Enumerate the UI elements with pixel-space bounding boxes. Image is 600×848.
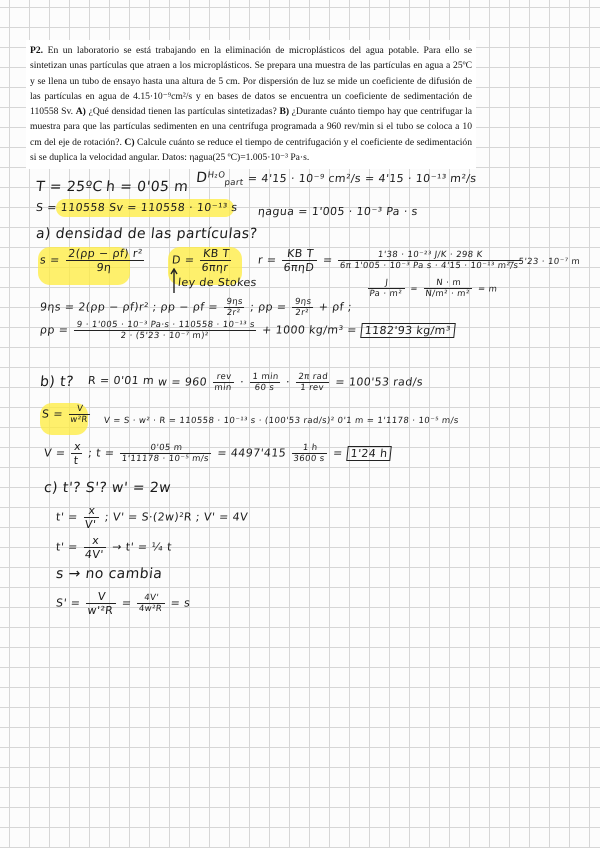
question-a: ¿Qué densidad tienen las partículas sintetizadas? xyxy=(88,106,277,118)
time-result: 1'24 h xyxy=(346,446,392,461)
note-given-temperature: T = 25ºC xyxy=(35,179,104,195)
note-sedimentation-velocity-formula: S = $\frac{V}{\text{w²R}}$ xyxy=(41,404,93,425)
up-arrow-icon xyxy=(170,268,178,294)
note-part-a-heading: a) densidad de las partículas? xyxy=(35,226,259,242)
note-radius-given: R = 0'01 m xyxy=(87,374,155,387)
question-a-label: A) xyxy=(75,106,86,118)
note-time-calc: V = $\frac{x}{t}$ ; t = $\frac{0'05 m}{\text{1'11178 · 10⁻⁵ m/s}}$ = 4497'415 $\frac{1 h}{3600 s}$ = 1'24 h xyxy=(43,440,393,467)
question-c-label: C) xyxy=(124,136,135,148)
note-part-c-heading: c) t'? S'? w' = 2w xyxy=(43,480,172,496)
note-radius-calc: r = $\frac{\text{KB T}}{\text{6πηD}}$ = $\frac{\text{1'38 · 10⁻²³ J/K · 298 K}}{\text{6π 1'005 · 10⁻³ Pa s · 4'15 · 10⁻¹³ m²/s}}$ xyxy=(257,247,525,274)
density-result: 1182'93 kg/m³ xyxy=(360,323,455,338)
note-sedimentation-formula: s = $\frac{\text{2(ρp − ρf) r²}}{9\eta}$ xyxy=(39,247,144,274)
problem-label: P2. xyxy=(30,45,44,56)
note-given-sedimentation: S = 110558 Sv = 110558 · 10⁻¹³ s xyxy=(35,201,239,214)
note-part-b-heading: b) t? xyxy=(39,374,75,390)
problem-text: En un laboratorio se está trabajando en la eliminación de microplásticos del agua potable. Para ello se sintetizan unas partículas que atraen a los microplásticos. Se prepara una muestra de las partículas en agua a 25ºC y se llena un tubo de ensayo hasta una altura de 5 cm. Por dispersión de luz se mide un coeficiente de difusión de las partículas en agua de 4.15·10⁻⁹cm²/s y en bases de datos se encuentra un coeficiente de sedimentación de 110558 Sv. xyxy=(30,45,472,118)
note-given-height: h = 0'05 m xyxy=(105,179,190,195)
problem-datos: Datos: ηagua(25 ºC)=1.005·10⁻³ Pa·s. xyxy=(161,152,310,164)
note-time-ratio: t' = $\frac{x}{4V'}$ → t' = ¹⁄₄ t xyxy=(55,534,173,561)
problem-statement xyxy=(26,40,476,169)
note-new-sedimentation: S' = $\frac{V}{\text{w'²R}}$ = $\frac{4V'}{\text{4w²R}}$ = s xyxy=(55,590,191,617)
note-new-time: t' = $\frac{x}{V'}$ ; V' = S·(2w)²R ; V' = 4V xyxy=(55,504,249,531)
question-b-label: B) xyxy=(279,106,290,118)
question-c: Calcule cuánto se reduce el tiempo de centrifugación y el coeficiente de sedimentación si se duplica la velocidad angular. xyxy=(30,136,473,164)
note-stokes-formula: D = $\frac{\text{KB T}}{\text{6πηr}}$ xyxy=(171,247,235,274)
note-s-unchanged: s → no cambia xyxy=(55,566,164,582)
note-given-viscosity: ηagua = 1'005 · 10⁻³ Pa · s xyxy=(257,205,419,218)
note-units-check: $\frac{J}{\text{Pa · m²}}$ = $\frac{N \cdot m}{\text{N/m² · m²}}$ = m xyxy=(368,278,498,299)
note-given-diffusion: $D^{H_2O}_{part} = 4'15 \cdot 10^{-9}$ cm²/s = 4'15 · 10⁻¹³ m²/s xyxy=(195,170,478,189)
note-angular-velocity: w = 960 $\frac{\text{rev}}{\min}$ · $\frac{1 \min}{60 s}$ · $\frac{\text{2π rad}}{\text{1 rev}}$ = 100'53 rad/s xyxy=(157,372,424,393)
question-b: ¿Durante cuánto tiempo hay que centrifugar la muestra para que las partículas sedimenten en una centrífuga programada a 960 rev/min si el tubo se coloca a 10 cm del eje de rotación?. xyxy=(30,106,473,148)
note-radius-result: = 5'23 · 10⁻⁷ m xyxy=(507,257,581,267)
note-density-calc: ρp = $\frac{\text{9 · 1'005 · 10⁻³ Pa·s · 110558 · 10⁻¹³ s}}{\text{2 · (5'23 · 10⁻⁷ m)²}}$ + 1000 kg/m³ = 1182'93 kg/m³ xyxy=(39,320,456,341)
note-density-rearrange: 9ηs = 2(ρp − ρf)r² ; ρp − ρf = $\frac{9\eta s}{\text{2r²}}$ ; ρp = $\frac{9\eta s}{\text{2r²}}$ + ρf ; xyxy=(39,297,353,318)
note-velocity-calc: V = S · w² · R = 110558 · 10⁻¹³ s · (100'53 rad/s)² 0'1 m = 1'1178 · 10⁻⁵ m/s xyxy=(103,416,460,426)
note-stokes-law: ley de Stokes xyxy=(177,276,258,289)
